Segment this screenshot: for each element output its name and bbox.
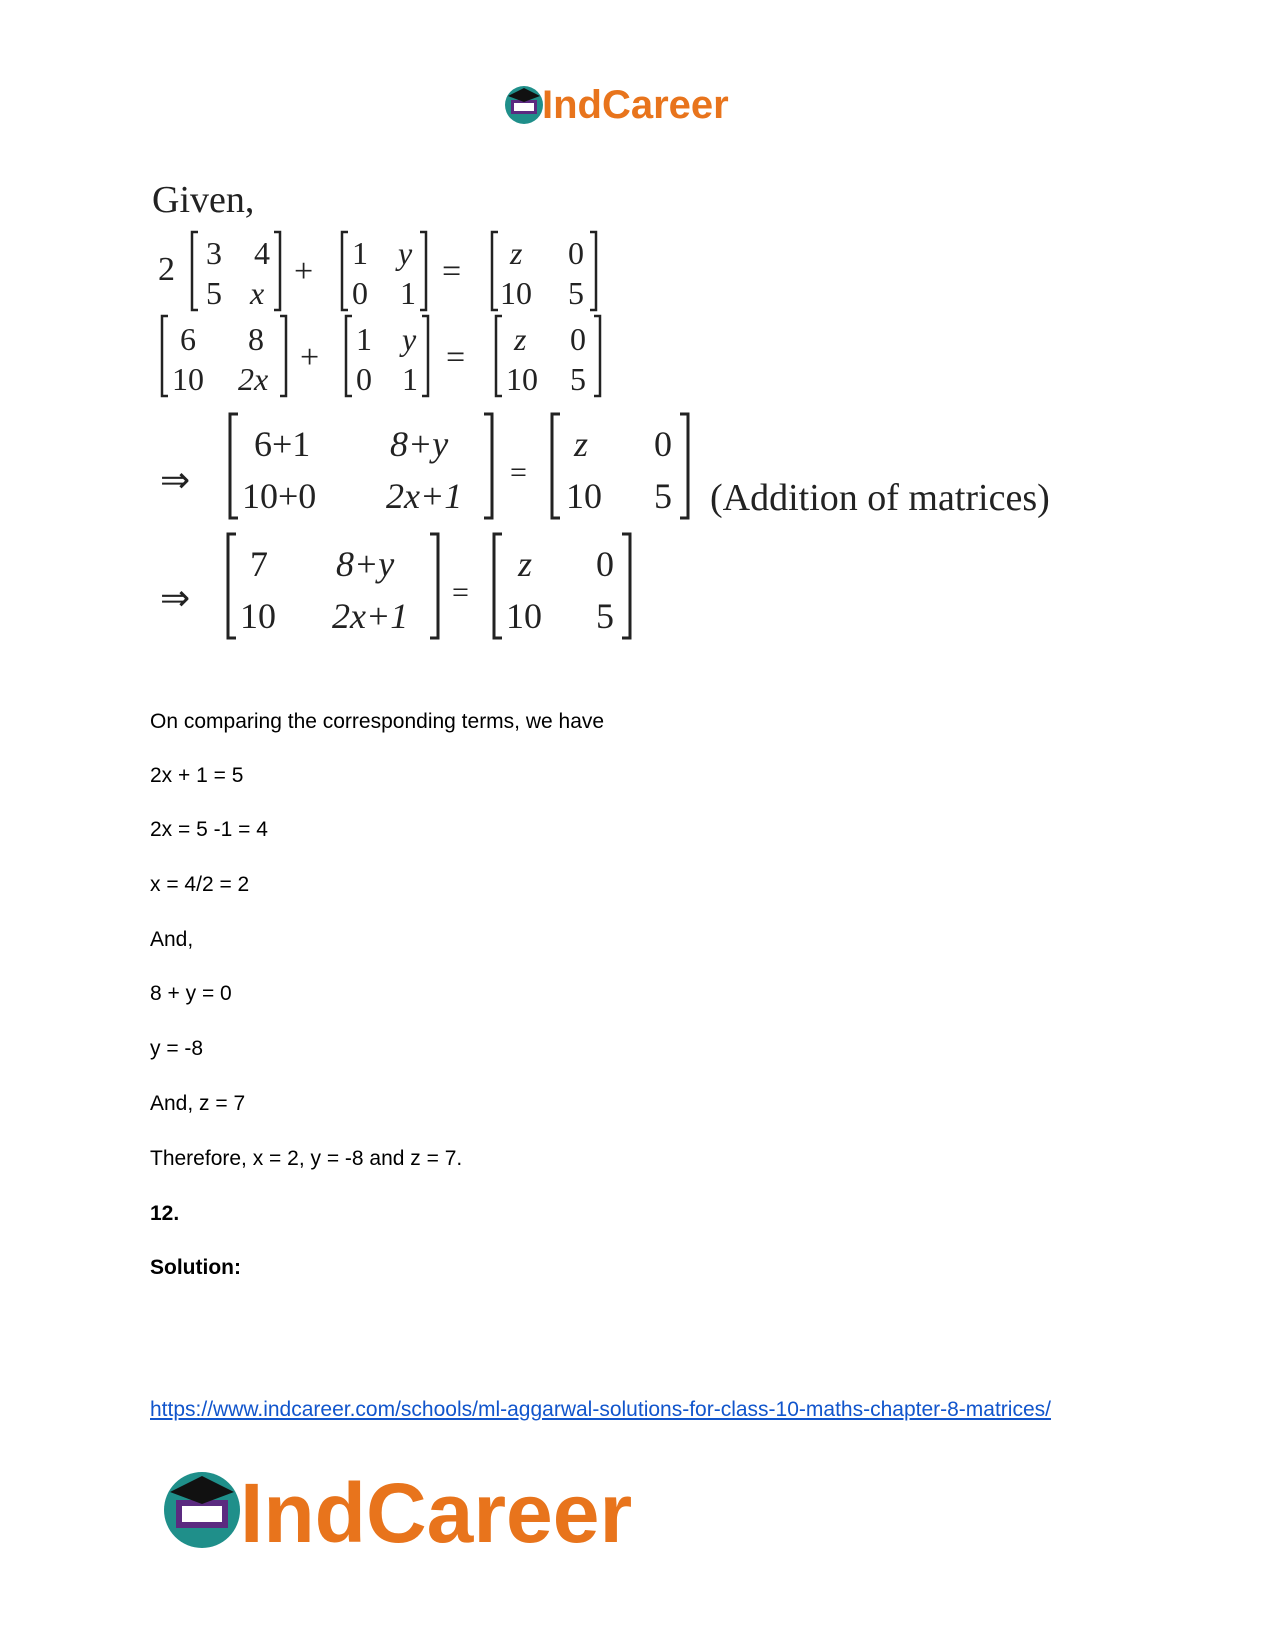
svg-text:8+y: 8+y <box>336 544 395 584</box>
matrix-1a <box>192 232 280 311</box>
text-line: 2x = 5 -1 = 4 <box>150 818 268 841</box>
equation-1 <box>158 232 596 311</box>
svg-text:=: = <box>452 576 469 609</box>
svg-text:0: 0 <box>352 275 368 311</box>
svg-text:4: 4 <box>254 235 270 271</box>
text-line: 8 + y = 0 <box>150 982 232 1005</box>
svg-text:3: 3 <box>206 235 222 271</box>
svg-text:8: 8 <box>248 321 264 357</box>
svg-text:1: 1 <box>402 361 418 397</box>
text-line: Therefore, x = 2, y = -8 and z = 7. <box>150 1147 463 1170</box>
svg-text:=: = <box>446 339 466 376</box>
text-line: And, z = 7 <box>150 1092 246 1115</box>
svg-text:2x: 2x <box>238 361 269 397</box>
svg-text:=: = <box>510 456 527 489</box>
svg-text:5: 5 <box>568 275 584 311</box>
svg-text:2x+1: 2x+1 <box>386 476 463 516</box>
svg-text:10: 10 <box>240 596 276 636</box>
svg-text:0: 0 <box>568 235 584 271</box>
svg-text:0: 0 <box>654 424 672 464</box>
svg-text:5: 5 <box>206 275 222 311</box>
matrix-1b <box>342 232 426 311</box>
matrix-2c <box>496 316 600 397</box>
svg-text:z: z <box>510 235 523 271</box>
svg-text:+: + <box>294 253 314 290</box>
svg-text:⇒: ⇒ <box>160 578 191 618</box>
svg-text:y: y <box>402 321 417 357</box>
svg-text:+: + <box>300 339 320 376</box>
matrix-3c <box>552 414 688 518</box>
svg-text:6+1: 6+1 <box>254 424 311 464</box>
equation-4 <box>160 534 630 638</box>
svg-text:z: z <box>574 424 589 464</box>
text-line: x = 4/2 = 2 <box>150 873 250 896</box>
addition-note: (Addition of matrices) <box>710 477 1050 519</box>
svg-text:2x+1: 2x+1 <box>332 596 409 636</box>
indcareer-logo-top <box>502 80 772 130</box>
svg-text:1: 1 <box>400 275 416 311</box>
svg-text:6: 6 <box>180 321 196 357</box>
matrix-3a <box>230 414 492 518</box>
svg-text:8+y: 8+y <box>390 424 449 464</box>
matrix-1c <box>492 232 596 311</box>
text-line: And, <box>150 928 194 951</box>
footer-link-container <box>150 1395 1120 1425</box>
equation-2 <box>162 316 600 397</box>
svg-text:0: 0 <box>570 321 586 357</box>
svg-text:5: 5 <box>596 596 614 636</box>
source-url-link[interactable]: https://www.indcareer.com/schools/ml-aggarwal-solutions-for-class-10-maths-chapter-8-matrices/ <box>150 1398 1051 1421</box>
matrix-2b <box>346 316 428 397</box>
svg-text:=: = <box>442 253 462 290</box>
svg-text:0: 0 <box>356 361 372 397</box>
svg-text:10: 10 <box>506 361 538 397</box>
svg-text:2: 2 <box>158 251 175 288</box>
svg-text:10: 10 <box>172 361 204 397</box>
text-line: y = -8 <box>150 1037 204 1060</box>
svg-text:10: 10 <box>500 275 532 311</box>
svg-text:0: 0 <box>596 544 614 584</box>
logo-wordmark: IndCareer <box>240 1466 633 1560</box>
svg-text:z: z <box>514 321 527 357</box>
svg-text:5: 5 <box>570 361 586 397</box>
matrix-4c <box>494 534 630 638</box>
equation-3 <box>160 414 1050 519</box>
svg-text:1: 1 <box>352 235 368 271</box>
svg-text:y: y <box>398 235 413 271</box>
svg-text:10: 10 <box>506 596 542 636</box>
svg-text:5: 5 <box>654 476 672 516</box>
matrix-2a <box>162 316 286 397</box>
svg-text:z: z <box>518 544 533 584</box>
svg-text:1: 1 <box>356 321 372 357</box>
svg-text:10: 10 <box>566 476 602 516</box>
given-label: Given, <box>152 182 255 221</box>
svg-text:⇒: ⇒ <box>160 460 191 500</box>
indcareer-logo-bottom <box>160 1460 700 1560</box>
math-working <box>150 182 1130 672</box>
logo-wordmark: IndCareer <box>542 83 729 127</box>
text-line: On comparing the corresponding terms, we have <box>150 710 605 733</box>
solution-label: Solution: <box>150 1256 241 1279</box>
svg-text:x: x <box>250 275 265 311</box>
svg-text:10+0: 10+0 <box>242 476 317 516</box>
question-number: 12. <box>150 1202 180 1225</box>
svg-text:7: 7 <box>250 544 268 584</box>
text-line: 2x + 1 = 5 <box>150 764 244 787</box>
matrix-4a <box>228 534 438 638</box>
